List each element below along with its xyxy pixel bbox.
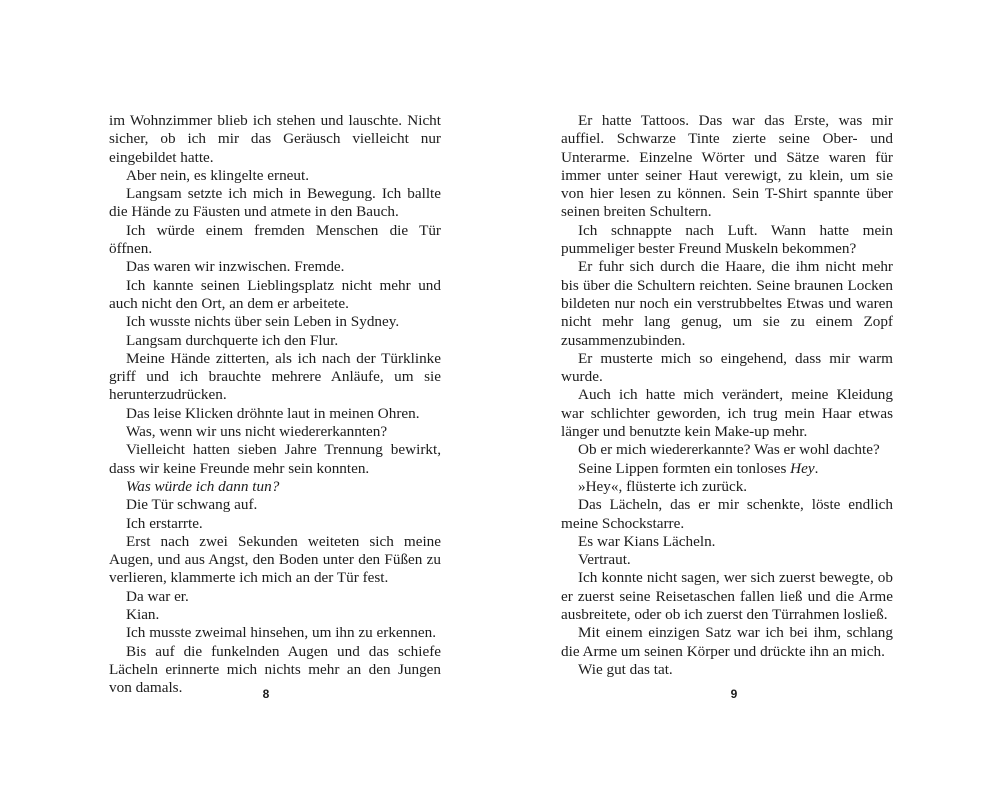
- paragraph-text: Das leise Klicken dröhnte laut in meinen Ohren.: [126, 404, 420, 422]
- paragraph-tail-text: .: [814, 459, 819, 477]
- paragraph-text: Meine Hände zitterten, als ich nach der Türklinke griff und ich brauchte mehrere Anläufe, um sie herunterzudrücken.: [109, 349, 441, 404]
- page-number-right: 9: [730, 687, 738, 701]
- paragraph: [561, 386, 893, 441]
- paragraph-text: Er hatte Tattoos. Das war das Erste, was mir auffiel. Schwarze Tinte zierte seine Ober- und Unterarme. Einzelne Wörter und Sätze waren für immer unter seiner Haut verewigt, zu klein, um sie von hier lesen zu können. Sein T-Shirt spannte über seinen breiten Schultern.: [561, 112, 893, 221]
- paragraph-text: Auch ich hatte mich verändert, meine Kleidung war schlichter geworden, ich trug mein Haar etwas länger und benutzte kein Make-up mehr.: [561, 386, 893, 441]
- paragraph: [109, 332, 441, 350]
- paragraph: [561, 661, 893, 679]
- left-page-text: [109, 112, 441, 698]
- paragraph: [561, 441, 893, 459]
- paragraph: [109, 112, 441, 167]
- paragraph-text: Kian.: [126, 606, 160, 624]
- paragraph-text: Ich erstarrte.: [126, 514, 203, 532]
- paragraph-text: Es war Kians Lächeln.: [578, 532, 716, 550]
- paragraph: [109, 533, 441, 588]
- paragraph-text: Das waren wir inzwischen. Fremde.: [126, 258, 345, 276]
- paragraph: [561, 258, 893, 349]
- paragraph-text: Ich würde einem fremden Menschen die Tür öffnen.: [109, 221, 441, 258]
- paragraph: [109, 624, 441, 642]
- paragraph: [109, 478, 441, 496]
- paragraph: [109, 515, 441, 533]
- paragraph-text: Die Tür schwang auf.: [126, 496, 258, 514]
- paragraph: [109, 313, 441, 331]
- paragraph: [561, 222, 893, 259]
- paragraph-text: Ich musste zweimal hinsehen, um ihn zu erkennen.: [126, 624, 436, 642]
- paragraph: [561, 460, 893, 478]
- paragraph: [109, 258, 441, 276]
- paragraph: [561, 112, 893, 222]
- paragraph: [109, 496, 441, 514]
- paragraph-text: »Hey«, flüsterte ich zurück.: [578, 477, 748, 495]
- paragraph-text: Da war er.: [126, 587, 189, 605]
- paragraph-text: Ich konnte nicht sagen, wer sich zuerst bewegte, ob er zuerst seine Reisetaschen fallen ließ und die Arme ausbreitete, oder ob ich zuerst den Türrahmen losließ.: [561, 569, 893, 624]
- paragraph: [109, 277, 441, 314]
- paragraph-text: Vertraut.: [578, 551, 631, 569]
- paragraph: [561, 350, 893, 387]
- right-page-text: [561, 112, 893, 679]
- paragraph-text: Was, wenn wir uns nicht wiedererkannten?: [126, 423, 388, 441]
- paragraph-text: Was würde ich dann tun?: [126, 477, 280, 495]
- paragraph: [561, 569, 893, 624]
- paragraph-text: Er musterte mich so eingehend, dass mir warm wurde.: [561, 349, 893, 386]
- paragraph-text: Ich schnappte nach Luft. Wann hatte mein pummeliger bester Freund Muskeln bekommen?: [561, 221, 893, 258]
- paragraph-text: Erst nach zwei Sekunden weiteten sich meine Augen, und aus Angst, den Boden unter den Füßen zu verlieren, klammerte ich mich an der Tür fest.: [109, 532, 441, 587]
- page-number-left: 8: [262, 687, 270, 701]
- paragraph: [109, 185, 441, 222]
- paragraph-text: Ich kannte seinen Lieblingsplatz nicht mehr und auch nicht den Ort, an dem er arbeitete.: [109, 276, 441, 312]
- paragraph: [109, 405, 441, 423]
- paragraph: [561, 496, 893, 533]
- paragraph: [561, 478, 893, 496]
- paragraph-text: Vielleicht hatten sieben Jahre Trennung bewirkt, dass wir keine Freunde mehr sein konnten.: [109, 441, 441, 477]
- paragraph-text: Das Lächeln, das er mir schenkte, löste endlich meine Schockstarre.: [561, 496, 893, 532]
- paragraph: [561, 624, 893, 661]
- paragraph-text: Wie gut das tat.: [578, 660, 673, 678]
- paragraph-text: Langsam setzte ich mich in Bewegung. Ich ballte die Hände zu Fäusten und atmete in den Bauch.: [109, 185, 441, 221]
- paragraph: [109, 222, 441, 259]
- paragraph-text: Langsam durchquerte ich den Flur.: [126, 331, 339, 349]
- paragraph-italic-text: Hey: [790, 459, 815, 477]
- paragraph: [109, 588, 441, 606]
- paragraph-text: Bis auf die funkelnden Augen und das schiefe Lächeln erinnerte mich nichts mehr an den Jungen von damals.: [109, 642, 441, 697]
- paragraph: [109, 441, 441, 478]
- paragraph: [109, 606, 441, 624]
- paragraph: [561, 551, 893, 569]
- paragraph: [109, 423, 441, 441]
- paragraph-text: Seine Lippen formten ein tonloses: [578, 459, 791, 477]
- paragraph-text: Er fuhr sich durch die Haare, die ihm nicht mehr bis über die Schultern reichten. Seine braunen Locken bildeten nur noch ein verstrubbeltes Etwas und waren nicht mehr lang genug, um sie zu einem Zopf zusammenzubinden.: [561, 258, 893, 349]
- paragraph-text: im Wohnzimmer blieb ich stehen und lauschte. Nicht sicher, ob ich mir das Geräusch vielleicht nur eingebildet hatte.: [109, 112, 441, 166]
- paragraph: [561, 533, 893, 551]
- paragraph: [109, 167, 441, 185]
- paragraph-text: Aber nein, es klingelte erneut.: [126, 166, 310, 184]
- paragraph-text: Mit einem einzigen Satz war ich bei ihm, schlang die Arme um seinen Körper und drückte ihn an mich.: [561, 624, 893, 660]
- paragraph: [109, 350, 441, 405]
- paragraph-text: Ich wusste nichts über sein Leben in Sydney.: [126, 313, 400, 331]
- paragraph-text: Ob er mich wiedererkannte? Was er wohl dachte?: [578, 441, 880, 459]
